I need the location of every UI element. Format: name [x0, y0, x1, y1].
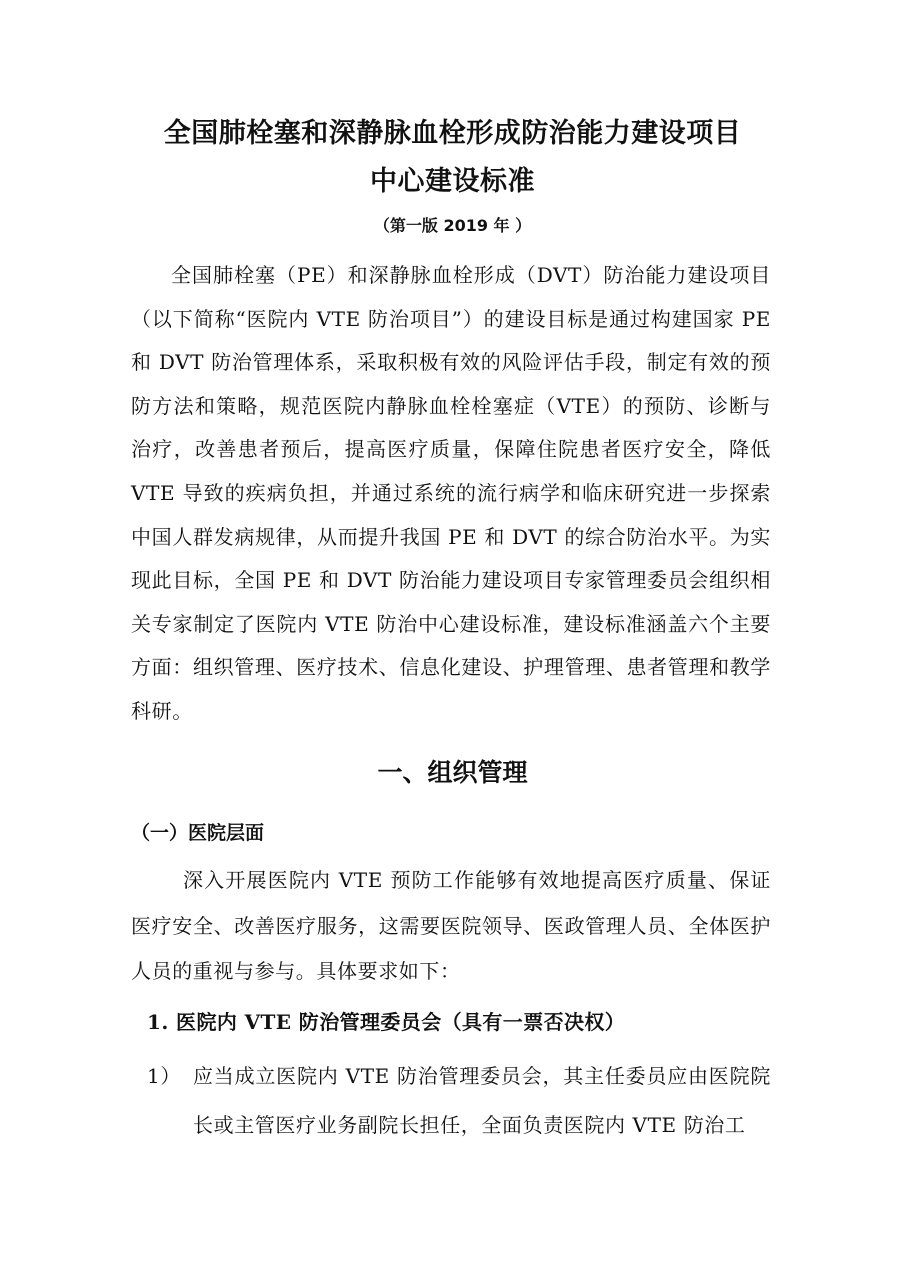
edition-label: （第一版 2019 年 ） — [373, 216, 532, 235]
intro-paragraph: 全国肺栓塞（PE）和深静脉血栓形成（DVT）防治能力建设项目（以下简称“医院内 VTE 防治项目”）的建设目标是通过构建国家 PE 和 DVT 防治管理体系，采取积极有效的风险评估手段，制定有效的预防方法和策略，规范医院内静脉血栓栓塞症（VTE）的预防、诊断与治疗，改善患者预后，提高医疗质量，保障住院患者医疗安全，降低 VTE 导致的疾病负担，并通过系统的流行病学和临床研究进一步探索中国人群发病规律，从而提升我国 PE 和 DVT 的综合防治水平。为实现此目标，全国 PE 和 DVT 防治能力建设项目专家管理委员会组织相关专家制定了医院内 VTE 防治中心建设标准，建设标准涵盖六个主要方面：组织管理、医疗技术、信息化建设、护理管理、患者管理和教学科研。 — [131, 263, 771, 723]
document-title-line-1: 全国肺栓塞和深静脉血栓形成防治能力建设项目 — [163, 118, 742, 149]
list-item-marker: 1） — [147, 1064, 181, 1088]
list-item-text: 应当成立医院内 VTE 防治管理委员会，其主任委员应由医院院长或主管医疗业务副院长担任，全面负责医院内 VTE 防治工 — [193, 1064, 771, 1137]
subsection-heading-hospital-level: （一）医院层面 — [131, 822, 265, 844]
item-heading-vte-committee: 1. 医院内 VTE 防治管理委员会（具有一票否决权） — [147, 1010, 626, 1034]
list-item — [147, 1052, 771, 1150]
document-title-line-2: 中心建设标准 — [370, 166, 535, 197]
section-heading-organization-management: 一、组织管理 — [377, 758, 528, 787]
subsection-paragraph: 深入开展医院内 VTE 预防工作能够有效地提高医疗质量、保证医疗安全、改善医疗服务，这需要医院领导、医政管理人员、全体医护人员的重视与参与。具体要求如下： — [131, 868, 771, 983]
